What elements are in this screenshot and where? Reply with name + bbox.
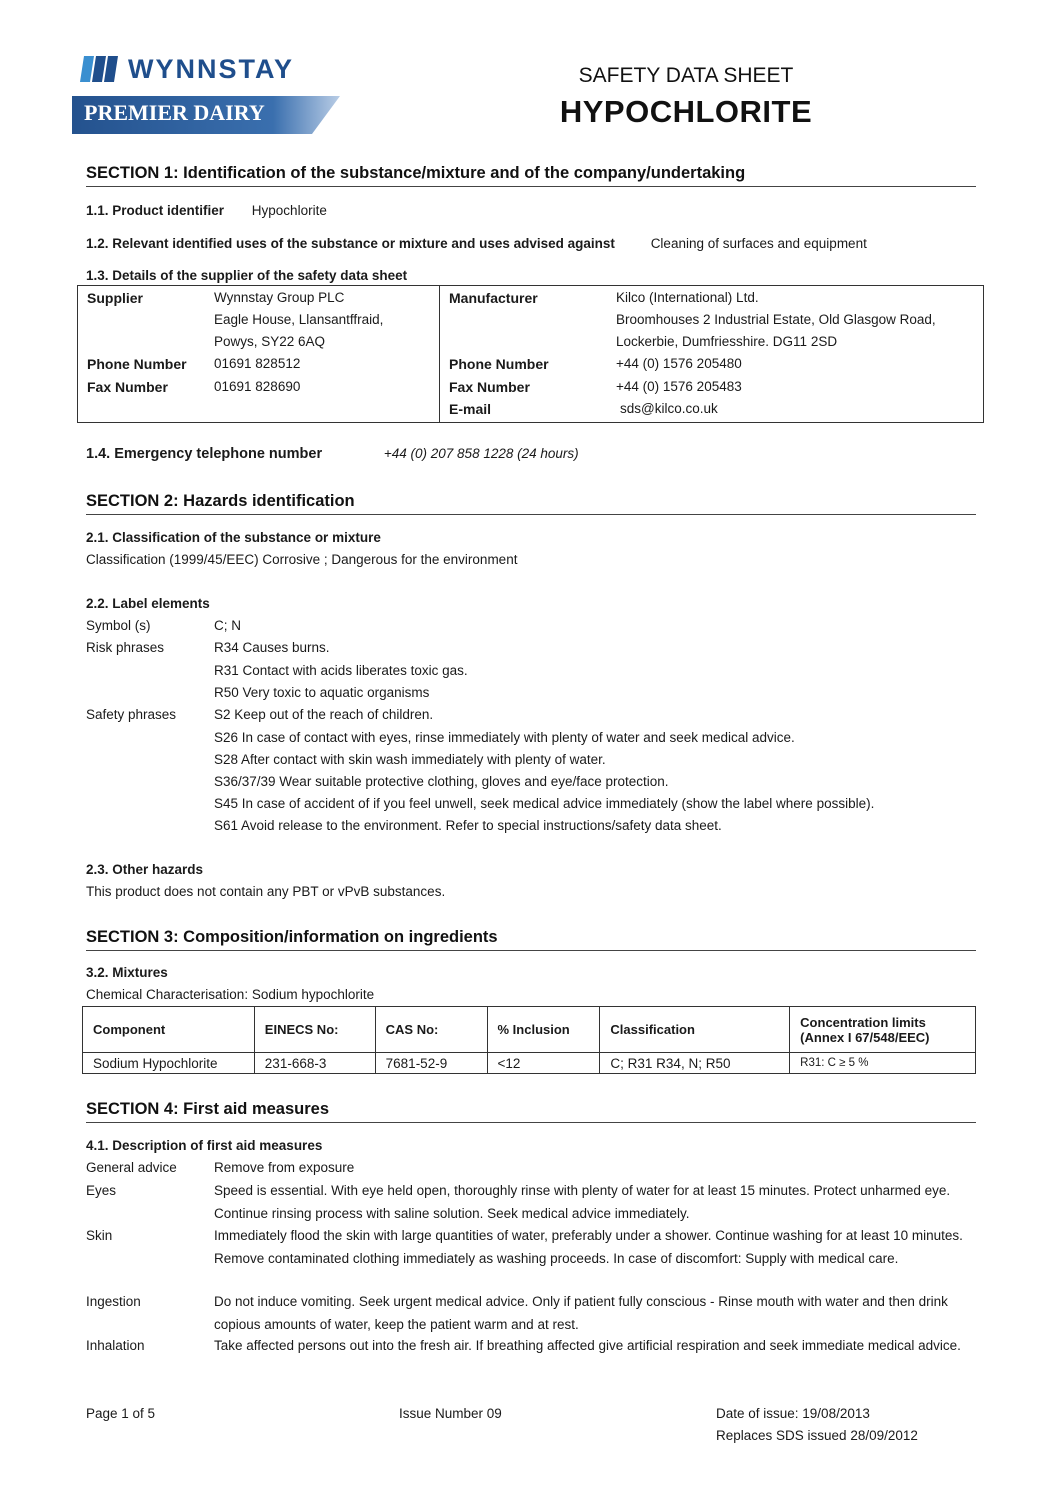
skin-label: Skin xyxy=(86,1228,113,1243)
supplier-box-divider xyxy=(439,286,440,422)
supplier-phone: 01691 828512 xyxy=(214,356,301,371)
safety-phrases-label: Safety phrases xyxy=(86,707,177,722)
supplier-fax: 01691 828690 xyxy=(214,379,301,394)
product-identifier-value: Hypochlorite xyxy=(251,203,327,218)
manufacturer-line-3: Lockerbie, Dumfriesshire. DG11 2SD xyxy=(616,334,838,349)
issue-date: Date of issue: 19/08/2013 xyxy=(716,1406,870,1421)
page-number: Page 1 of 5 xyxy=(86,1406,156,1421)
table-cell: Sodium Hypochlorite xyxy=(83,1053,255,1074)
manufacturer-phone-label: Phone Number xyxy=(449,356,549,372)
supplier-details-label: 1.3. Details of the supplier of the safety data sheet xyxy=(86,268,408,283)
symbol-label: Symbol (s) xyxy=(86,618,151,633)
risk-phrase: R31 Contact with acids liberates toxic gas. xyxy=(214,663,468,678)
supplier-box xyxy=(77,285,984,423)
eyes-text: Speed is essential. With eye held open, thoroughly rinse with plenty of water for at least 15 minutes. Protect unharmed eye. Continue rinsing process with saline solution. Seek medical advice immediately. xyxy=(214,1183,951,1221)
table-cell: <12 xyxy=(487,1053,600,1074)
manufacturer-line-1: Kilco (International) Ltd. xyxy=(616,290,759,305)
product-identifier-label: 1.1. Product identifier xyxy=(86,203,225,218)
first-aid-description-label: 4.1. Description of first aid measures xyxy=(86,1138,323,1153)
column-header: % Inclusion xyxy=(487,1007,600,1053)
general-advice-text: Remove from exposure xyxy=(214,1160,355,1175)
symbol-value: C; N xyxy=(214,618,241,633)
supplier-fax-label: Fax Number xyxy=(87,379,168,395)
ingestion-text: Do not induce vomiting. Seek urgent medical advice. Only if patient fully conscious - Rinse mouth with water and then drink copious amounts of water, keep the patient warm and at rest. xyxy=(214,1294,948,1332)
safety-phrase: S36/37/39 Wear suitable protective clothing, gloves and eye/face protection. xyxy=(214,774,669,789)
emergency-phone-value: +44 (0) 207 858 1228 (24 hours) xyxy=(383,446,579,461)
eyes-label: Eyes xyxy=(86,1183,117,1198)
section-1-heading: SECTION 1: Identification of the substance/mixture and of the company/undertaking xyxy=(86,164,976,187)
replaces-sds: Replaces SDS issued 28/09/2012 xyxy=(716,1428,918,1443)
manufacturer-phone: +44 (0) 1576 205480 xyxy=(616,356,742,371)
section-2-heading: SECTION 2: Hazards identification xyxy=(86,492,976,515)
wynnstay-mark-icon xyxy=(80,54,124,84)
risk-phrase: R50 Very toxic to aquatic organisms xyxy=(214,685,430,700)
relevant-uses-value: Cleaning of surfaces and equipment xyxy=(650,236,867,251)
column-header: Component xyxy=(83,1007,255,1053)
document-title: HYPOCHLORITE xyxy=(559,94,813,129)
relevant-uses-label: 1.2. Relevant identified uses of the substance or mixture and uses advised against xyxy=(86,236,615,251)
manufacturer-email-label: E-mail xyxy=(449,401,492,417)
manufacturer-label: Manufacturer xyxy=(449,290,538,306)
table-row xyxy=(83,1053,976,1074)
column-header: EINECS No: xyxy=(254,1007,375,1053)
table-header-row xyxy=(83,1007,976,1053)
general-advice-label: General advice xyxy=(86,1160,177,1175)
column-header: CAS No: xyxy=(375,1007,487,1053)
classification-text: Classification (1999/45/EEC) Corrosive ; Dangerous for the environment xyxy=(86,552,518,567)
logo-brand: WYNNSTAY xyxy=(128,53,295,84)
other-hazards-label: 2.3. Other hazards xyxy=(86,862,204,877)
emergency-phone-label: 1.4. Emergency telephone number xyxy=(86,446,323,462)
document-subtitle: SAFETY DATA SHEET xyxy=(578,64,794,87)
supplier-line-3: Powys, SY22 6AQ xyxy=(214,334,326,349)
mixtures-label: 3.2. Mixtures xyxy=(86,965,168,980)
table-cell: 231-668-3 xyxy=(254,1053,375,1074)
manufacturer-email: sds@kilco.co.uk xyxy=(620,401,718,416)
manufacturer-fax: +44 (0) 1576 205483 xyxy=(616,379,742,394)
table-cell: R31: C ≥ 5 % xyxy=(790,1053,976,1074)
table-cell: C; R31 R34, N; R50 xyxy=(600,1053,790,1074)
table-cell: 7681-52-9 xyxy=(375,1053,487,1074)
composition-table xyxy=(82,1006,976,1074)
supplier-label: Supplier xyxy=(87,290,144,306)
supplier-line-1: Wynnstay Group PLC xyxy=(214,290,345,305)
classification-label: 2.1. Classification of the substance or mixture xyxy=(86,530,381,545)
safety-phrase: S28 After contact with skin wash immediately with plenty of water. xyxy=(214,752,606,767)
manufacturer-fax-label: Fax Number xyxy=(449,379,530,395)
ingestion-label: Ingestion xyxy=(86,1294,141,1309)
other-hazards-text: This product does not contain any PBT or vPvB substances. xyxy=(86,884,446,899)
supplier-line-2: Eagle House, Llansantffraid, xyxy=(214,312,384,327)
section-3-heading: SECTION 3: Composition/information on ingredients xyxy=(86,928,976,951)
product-identifier-row xyxy=(86,203,327,218)
safety-phrase: S2 Keep out of the reach of children. xyxy=(214,707,434,722)
relevant-uses-row xyxy=(86,236,867,251)
logo-subbrand: PREMIER DAIRY xyxy=(84,100,265,125)
inhalation-text: Take affected persons out into the fresh air. If breathing affected give artificial respiration and seek immediate medical advice. xyxy=(214,1338,961,1353)
supplier-phone-label: Phone Number xyxy=(87,356,187,372)
skin-text: Immediately flood the skin with large quantities of water, preferably under a shower. Continue washing for at least 10 minutes. Remove contaminated clothing immediately as washing proceeds. In case of discomfort: Supply with medical care. xyxy=(214,1228,963,1266)
company-logo xyxy=(80,52,294,86)
emergency-phone-row xyxy=(86,446,579,462)
safety-phrase: S45 In case of accident of if you feel unwell, seek medical advice immediately (show the label where possible). xyxy=(214,796,875,811)
safety-phrase: S61 Avoid release to the environment. Refer to special instructions/safety data sheet. xyxy=(214,818,722,833)
safety-phrase: S26 In case of contact with eyes, rinse immediately with plenty of water and seek medical advice. xyxy=(214,730,795,745)
issue-number: Issue Number 09 xyxy=(399,1406,502,1421)
column-header: Classification xyxy=(600,1007,790,1053)
mixtures-text: Chemical Characterisation: Sodium hypochlorite xyxy=(86,987,375,1002)
column-header: Concentration limits (Annex I 67/548/EEC) xyxy=(790,1007,976,1053)
label-elements-label: 2.2. Label elements xyxy=(86,596,210,611)
risk-phrase: R34 Causes burns. xyxy=(214,640,330,655)
risk-phrases-label: Risk phrases xyxy=(86,640,165,655)
manufacturer-line-2: Broomhouses 2 Industrial Estate, Old Glasgow Road, xyxy=(616,312,936,327)
section-4-heading: SECTION 4: First aid measures xyxy=(86,1100,976,1123)
inhalation-label: Inhalation xyxy=(86,1338,145,1353)
